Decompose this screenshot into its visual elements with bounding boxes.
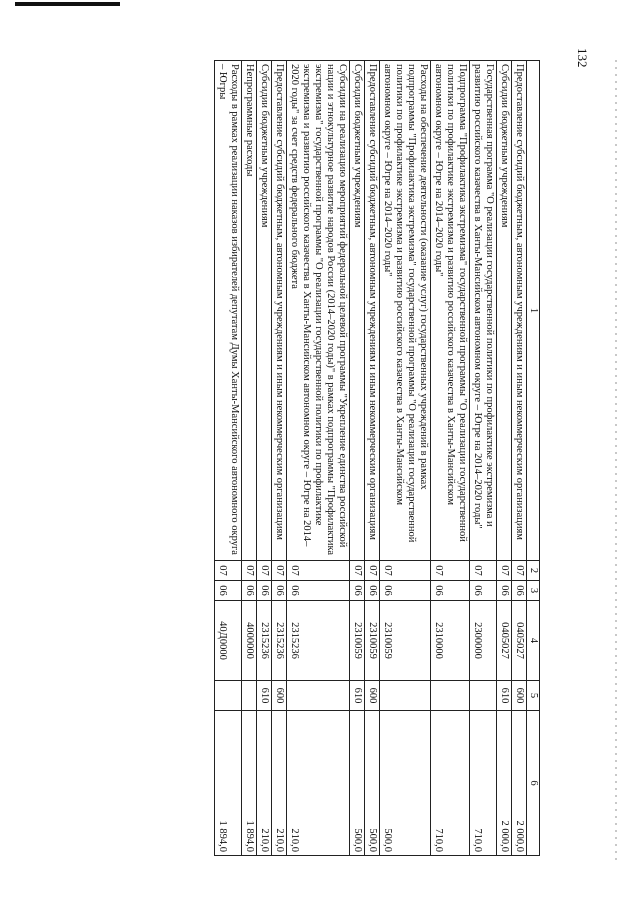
row-name: Подпрограмма "Профилактика экстремизма" государственной программы "О реализации государственной политики по профилактике экстремизма и развитию российского казачества в Ханты-Мансийском автономном округе – Югре на 2014–2020 годы" bbox=[431, 61, 470, 561]
row-name: Субсидии бюджетным учреждениям bbox=[257, 61, 272, 561]
row-target-article: 0405027 bbox=[497, 601, 512, 681]
row-name: Предоставление субсидий бюджетным, автономным учреждениям и иным некоммерческим организациям bbox=[512, 61, 527, 561]
row-expense-type bbox=[287, 681, 350, 711]
row-expense-type bbox=[431, 681, 470, 711]
row-name: Субсидии на реализацию мероприятий федеральной целевой программы "Укрепление единства российской нации и этнокультурное развитие народов России (2014–2020 годы)" в рамках подпрограммы "Профилактика экстремизма" государственной программы "О реализации государственной политики по профилактике экстремизма и развитию российского казачества в Ханты-Мансийском автономном округе – Югре на 2014–2020 годы" за счет средств федерального бюджета bbox=[287, 61, 350, 561]
page-number: 132 bbox=[575, 48, 590, 68]
row-section: 07 bbox=[497, 561, 512, 581]
row-subsection: 06 bbox=[215, 581, 242, 601]
row-expense-type bbox=[215, 681, 242, 711]
table-row bbox=[497, 61, 512, 856]
row-section: 07 bbox=[350, 561, 365, 581]
row-subsection: 06 bbox=[350, 581, 365, 601]
row-target-article: 2310059 bbox=[380, 601, 431, 681]
row-amount: 710,0 bbox=[431, 711, 470, 856]
row-subsection: 06 bbox=[272, 581, 287, 601]
row-expense-type: 610 bbox=[350, 681, 365, 711]
row-section: 07 bbox=[215, 561, 242, 581]
row-amount: 500,0 bbox=[380, 711, 431, 856]
row-amount: 500,0 bbox=[350, 711, 365, 856]
row-expense-type: 600 bbox=[272, 681, 287, 711]
row-section: 07 bbox=[287, 561, 350, 581]
row-amount: 500,0 bbox=[365, 711, 380, 856]
row-amount: 210,0 bbox=[257, 711, 272, 856]
row-target-article: 2315236 bbox=[257, 601, 272, 681]
table-row bbox=[257, 61, 272, 856]
row-subsection: 06 bbox=[497, 581, 512, 601]
row-target-article: 2300000 bbox=[470, 601, 497, 681]
row-subsection: 06 bbox=[242, 581, 257, 601]
row-target-article: 2315236 bbox=[287, 601, 350, 681]
column-header-subsection: 3 bbox=[527, 581, 540, 601]
table-row bbox=[380, 61, 431, 856]
row-expense-type: 600 bbox=[512, 681, 527, 711]
row-subsection: 06 bbox=[431, 581, 470, 601]
row-amount: 2 000,0 bbox=[512, 711, 527, 856]
row-target-article: 2310059 bbox=[350, 601, 365, 681]
row-section: 07 bbox=[431, 561, 470, 581]
row-subsection: 06 bbox=[380, 581, 431, 601]
column-header-amount: 6 bbox=[527, 711, 540, 856]
table-row bbox=[215, 61, 242, 856]
row-subsection: 06 bbox=[512, 581, 527, 601]
column-header-expense-type: 5 bbox=[527, 681, 540, 711]
row-expense-type: 610 bbox=[497, 681, 512, 711]
row-target-article: 4000000 bbox=[242, 601, 257, 681]
row-section: 07 bbox=[512, 561, 527, 581]
table-row bbox=[350, 61, 365, 856]
top-rule bbox=[15, 2, 120, 6]
row-expense-type: 600 bbox=[365, 681, 380, 711]
row-subsection: 06 bbox=[470, 581, 497, 601]
row-name: Предоставление субсидий бюджетным, автономным учреждениям и иным некоммерческим организациям bbox=[272, 61, 287, 561]
row-subsection: 06 bbox=[365, 581, 380, 601]
scan-edge-dots bbox=[615, 60, 617, 860]
table-row bbox=[431, 61, 470, 856]
row-section: 07 bbox=[272, 561, 287, 581]
table-body bbox=[215, 61, 527, 856]
row-name: Субсидии бюджетным учреждениям bbox=[350, 61, 365, 561]
row-subsection: 06 bbox=[257, 581, 272, 601]
table-row bbox=[287, 61, 350, 856]
row-subsection: 06 bbox=[287, 581, 350, 601]
table-row bbox=[242, 61, 257, 856]
row-amount: 1 894,0 bbox=[215, 711, 242, 856]
row-name: Расходы в рамках реализации наказов избирателей депутатам Думы Ханты-Мансийского автономного округа – Югры bbox=[215, 61, 242, 561]
table-row bbox=[272, 61, 287, 856]
row-expense-type: 610 bbox=[257, 681, 272, 711]
row-target-article: 2310059 bbox=[365, 601, 380, 681]
table-row bbox=[365, 61, 380, 856]
row-amount: 210,0 bbox=[287, 711, 350, 856]
budget-table bbox=[214, 60, 540, 856]
row-section: 07 bbox=[470, 561, 497, 581]
row-target-article: 40Д0000 bbox=[215, 601, 242, 681]
column-header-name: 1 bbox=[527, 61, 540, 561]
row-section: 07 bbox=[257, 561, 272, 581]
header-row bbox=[527, 61, 540, 856]
row-amount: 1 894,0 bbox=[242, 711, 257, 856]
row-name: Субсидии бюджетным учреждениям bbox=[497, 61, 512, 561]
row-amount: 2 000,0 bbox=[497, 711, 512, 856]
column-header-target-article: 4 bbox=[527, 601, 540, 681]
table-row bbox=[512, 61, 527, 856]
row-amount: 210,0 bbox=[272, 711, 287, 856]
row-section: 07 bbox=[242, 561, 257, 581]
column-header-section: 2 bbox=[527, 561, 540, 581]
row-section: 07 bbox=[380, 561, 431, 581]
row-name: Расходы на обеспечение деятельности (оказание услуг) государственных учреждений в рамках подпрограммы "Профилактика экстремизма" государственной программы "О реализации государственной политики по профилактике экстремизма и развитию российского казачества в Ханты-Мансийском автономном округе – Югре на 2014–2020 годы" bbox=[380, 61, 431, 561]
row-target-article: 2310000 bbox=[431, 601, 470, 681]
rotated-table-container bbox=[100, 60, 540, 855]
row-expense-type bbox=[470, 681, 497, 711]
row-name: Предоставление субсидий бюджетным, автономным учреждениям и иным некоммерческим организациям bbox=[365, 61, 380, 561]
table-row bbox=[470, 61, 497, 856]
row-expense-type bbox=[380, 681, 431, 711]
row-expense-type bbox=[242, 681, 257, 711]
row-name: Непрограммные расходы bbox=[242, 61, 257, 561]
row-section: 07 bbox=[365, 561, 380, 581]
row-amount: 710,0 bbox=[470, 711, 497, 856]
row-target-article: 0405027 bbox=[512, 601, 527, 681]
row-name: Государственная программа "О реализации государственной политики по профилактике экстремизма и развитию российского казачества в Ханты-Мансийском автономном округе – Югре на 2014–2020 годы" bbox=[470, 61, 497, 561]
row-target-article: 2315236 bbox=[272, 601, 287, 681]
